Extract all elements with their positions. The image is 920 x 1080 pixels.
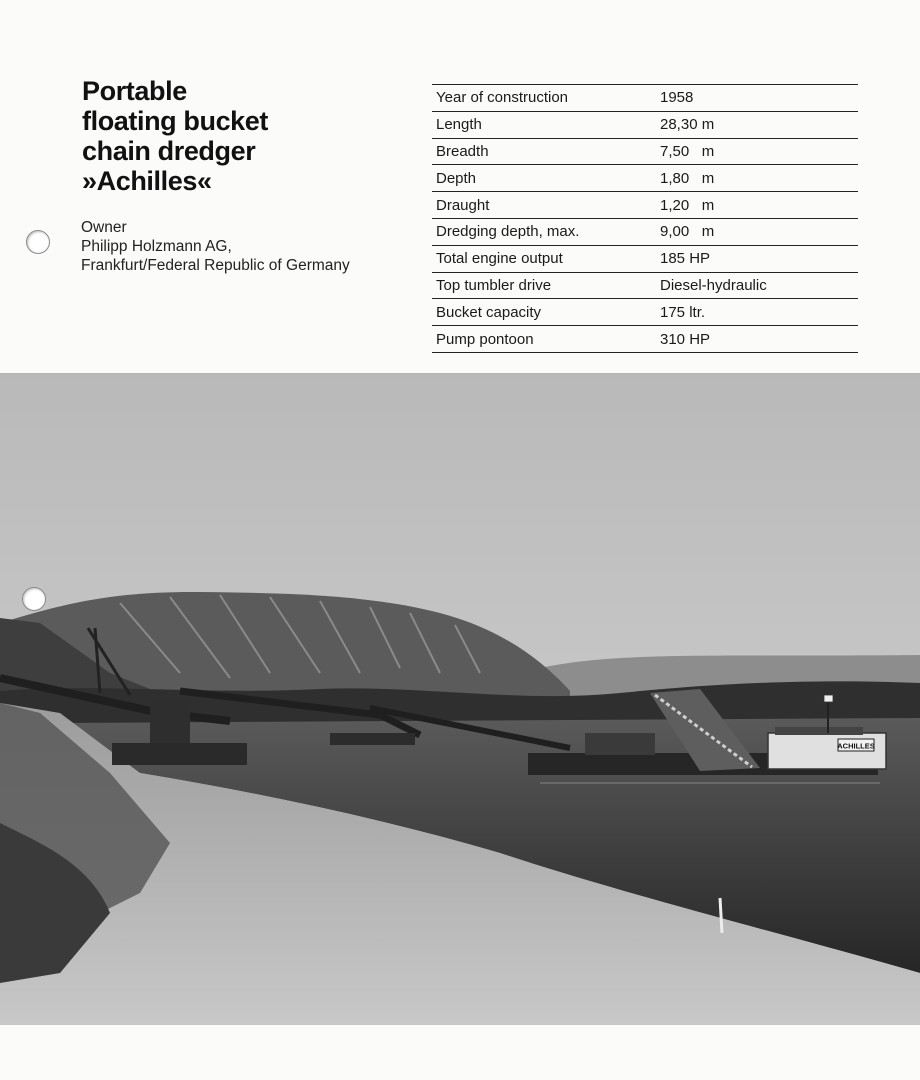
spec-label: Year of construction <box>436 89 569 107</box>
spec-value: 175 ltr. <box>660 303 706 321</box>
spec-value: 9,00 m <box>660 223 715 241</box>
dredger-flag <box>824 695 833 702</box>
spec-value: 185 HP <box>660 250 711 268</box>
spec-row <box>432 298 858 325</box>
owner-name: Philipp Holzmann AG, <box>81 238 232 255</box>
owner-info <box>81 218 350 275</box>
spec-value: 1958 <box>660 89 694 107</box>
title-line-3: chain dredger <box>82 136 256 166</box>
spec-value: 1,80 m <box>660 169 715 187</box>
owner-label: Owner <box>81 219 127 236</box>
spec-row <box>432 111 858 138</box>
dredger-name-text: ACHILLES <box>837 741 875 751</box>
specifications-table <box>432 84 858 353</box>
spec-label: Dredging depth, max. <box>436 223 580 241</box>
spec-label: Breadth <box>436 142 489 160</box>
pontoon-middle <box>330 733 415 745</box>
dredger-cabin-roof <box>775 727 863 735</box>
dredger-photo <box>0 373 920 1025</box>
spec-value: Diesel-hydraulic <box>660 276 767 294</box>
spec-row <box>432 84 858 111</box>
spec-row <box>432 325 858 353</box>
dredger-mid-structure <box>585 733 655 755</box>
spec-row <box>432 218 858 245</box>
spec-value: 1,20 m <box>660 196 715 214</box>
title-line-4: »Achilles« <box>82 166 212 196</box>
spec-label: Bucket capacity <box>436 303 542 321</box>
spec-row <box>432 191 858 218</box>
spec-label: Total engine output <box>436 250 563 268</box>
spec-label: Pump pontoon <box>436 330 534 348</box>
spec-value: 7,50 m <box>660 142 715 160</box>
spec-row <box>432 138 858 165</box>
title-line-2: floating bucket <box>82 106 269 136</box>
spec-label: Length <box>436 116 482 134</box>
gauge-pole <box>720 898 722 933</box>
spec-label: Depth <box>436 169 477 187</box>
punch-hole-top <box>26 230 50 254</box>
pontoon-left-tower <box>150 698 190 743</box>
spec-label: Draught <box>436 196 490 214</box>
owner-location: Frankfurt/Federal Republic of Germany <box>81 257 350 274</box>
spec-value: 28,30 m <box>660 116 715 134</box>
spec-label: Top tumbler drive <box>436 276 552 294</box>
spec-row <box>432 245 858 272</box>
spec-row <box>432 272 858 299</box>
pontoon-left <box>112 743 247 765</box>
spec-row <box>432 164 858 191</box>
spec-value: 310 HP <box>660 330 711 348</box>
title-line-1: Portable <box>82 76 187 106</box>
punch-hole-bottom <box>22 587 46 611</box>
page-title <box>82 76 412 196</box>
